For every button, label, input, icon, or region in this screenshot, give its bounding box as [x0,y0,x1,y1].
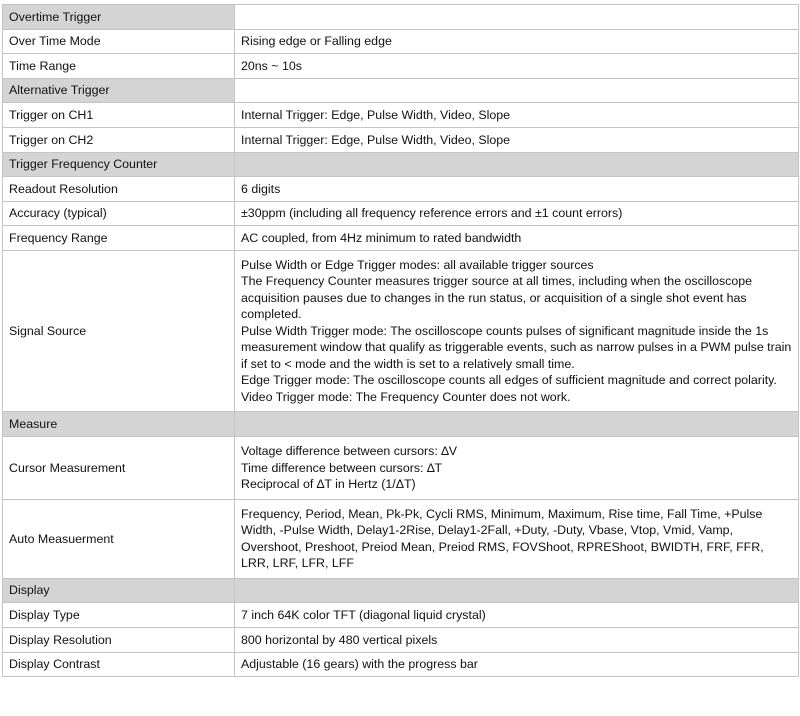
spec-label: Accuracy (typical) [3,201,235,226]
spec-value: ±30ppm (including all frequency reference errors and ±1 count errors) [235,201,799,226]
section-blank-cell [235,5,799,30]
spec-row [3,29,799,54]
section-title: Display [3,578,235,603]
spec-label: Cursor Measurement [3,437,235,500]
spec-label: Trigger on CH1 [3,103,235,128]
spec-row [3,177,799,202]
spec-label: Time Range [3,54,235,79]
section-header-row [3,412,799,437]
section-header-row [3,78,799,103]
spec-value: 6 digits [235,177,799,202]
section-header-row [3,578,799,603]
spec-value-line: Reciprocal of ∆T in Hertz (1/ΔT) [241,477,416,492]
section-header-row [3,5,799,30]
spec-label: Over Time Mode [3,29,235,54]
spec-table [2,4,799,677]
section-header-row [3,152,799,177]
spec-value: Internal Trigger: Edge, Pulse Width, Video, Slope [235,103,799,128]
spec-value-line: The Frequency Counter measures trigger source at all times, including when the oscilloscope acquisition pauses due to changes in the run status, or acquisition of a single shot event has completed. [241,274,753,322]
spec-row [3,250,799,412]
spec-row [3,201,799,226]
spec-value: Rising edge or Falling edge [235,29,799,54]
spec-row [3,103,799,128]
spec-value: Adjustable (16 gears) with the progress bar [235,652,799,677]
spec-row [3,603,799,628]
section-title: Overtime Trigger [3,5,235,30]
spec-value-line: Voltage difference between cursors: ∆V [241,444,458,459]
spec-label: Display Resolution [3,628,235,653]
spec-row [3,652,799,677]
spec-value: Internal Trigger: Edge, Pulse Width, Video, Slope [235,127,799,152]
section-blank-cell [235,578,799,603]
spec-value-line: Pulse Width Trigger mode: The oscilloscope counts pulses of significant magnitude inside the 1s measurement window that qualify as triggerable events, such as narrow pulses in a PWM pulse train if set to < mode and the width is set to a relatively small time. [241,323,792,371]
spec-label: Auto Measuerment [3,499,235,578]
spec-value-line: Edge Trigger mode: The oscilloscope counts all edges of sufficient magnitude and correct polarity. [241,373,777,388]
spec-table-body [3,5,799,677]
spec-label: Signal Source [3,250,235,412]
section-blank-cell [235,78,799,103]
spec-value [235,250,799,412]
spec-row [3,54,799,79]
spec-value: 7 inch 64K color TFT (diagonal liquid crystal) [235,603,799,628]
spec-value: AC coupled, from 4Hz minimum to rated bandwidth [235,226,799,251]
spec-value [235,499,799,578]
spec-value: 800 horizontal by 480 vertical pixels [235,628,799,653]
spec-label: Display Type [3,603,235,628]
spec-label: Readout Resolution [3,177,235,202]
spec-value-line: Frequency, Period, Mean, Pk-Pk, Cycli RMS, Minimum, Maximum, Rise time, Fall Time, +Pulse Width, -Pulse Width, Delay1-2Rise, Delay1-2Fall, +Duty, -Duty, Vbase, Vtop, Vmid, Vamp, Overshoot, Preshoot, Preiod Mean, Preiod RMS, FOVShoot, RPREShoot, BWIDTH, FRF, FFR, LRR, LRF, LFR, LFF [241,506,764,571]
spec-row [3,628,799,653]
spec-value [235,437,799,500]
spec-label: Frequency Range [3,226,235,251]
spec-value-line: Video Trigger mode: The Frequency Counter does not work. [241,389,571,404]
section-blank-cell [235,412,799,437]
spec-value-line: Time difference between cursors: ∆T [241,460,443,475]
spec-row [3,437,799,500]
spec-row [3,226,799,251]
section-blank-cell [235,152,799,177]
spec-row [3,127,799,152]
section-title: Measure [3,412,235,437]
spec-label: Trigger on CH2 [3,127,235,152]
section-title: Alternative Trigger [3,78,235,103]
spec-value-line: Pulse Width or Edge Trigger modes: all available trigger sources [241,257,594,272]
spec-row [3,499,799,578]
spec-label: Display Contrast [3,652,235,677]
section-title: Trigger Frequency Counter [3,152,235,177]
spec-value: 20ns ~ 10s [235,54,799,79]
